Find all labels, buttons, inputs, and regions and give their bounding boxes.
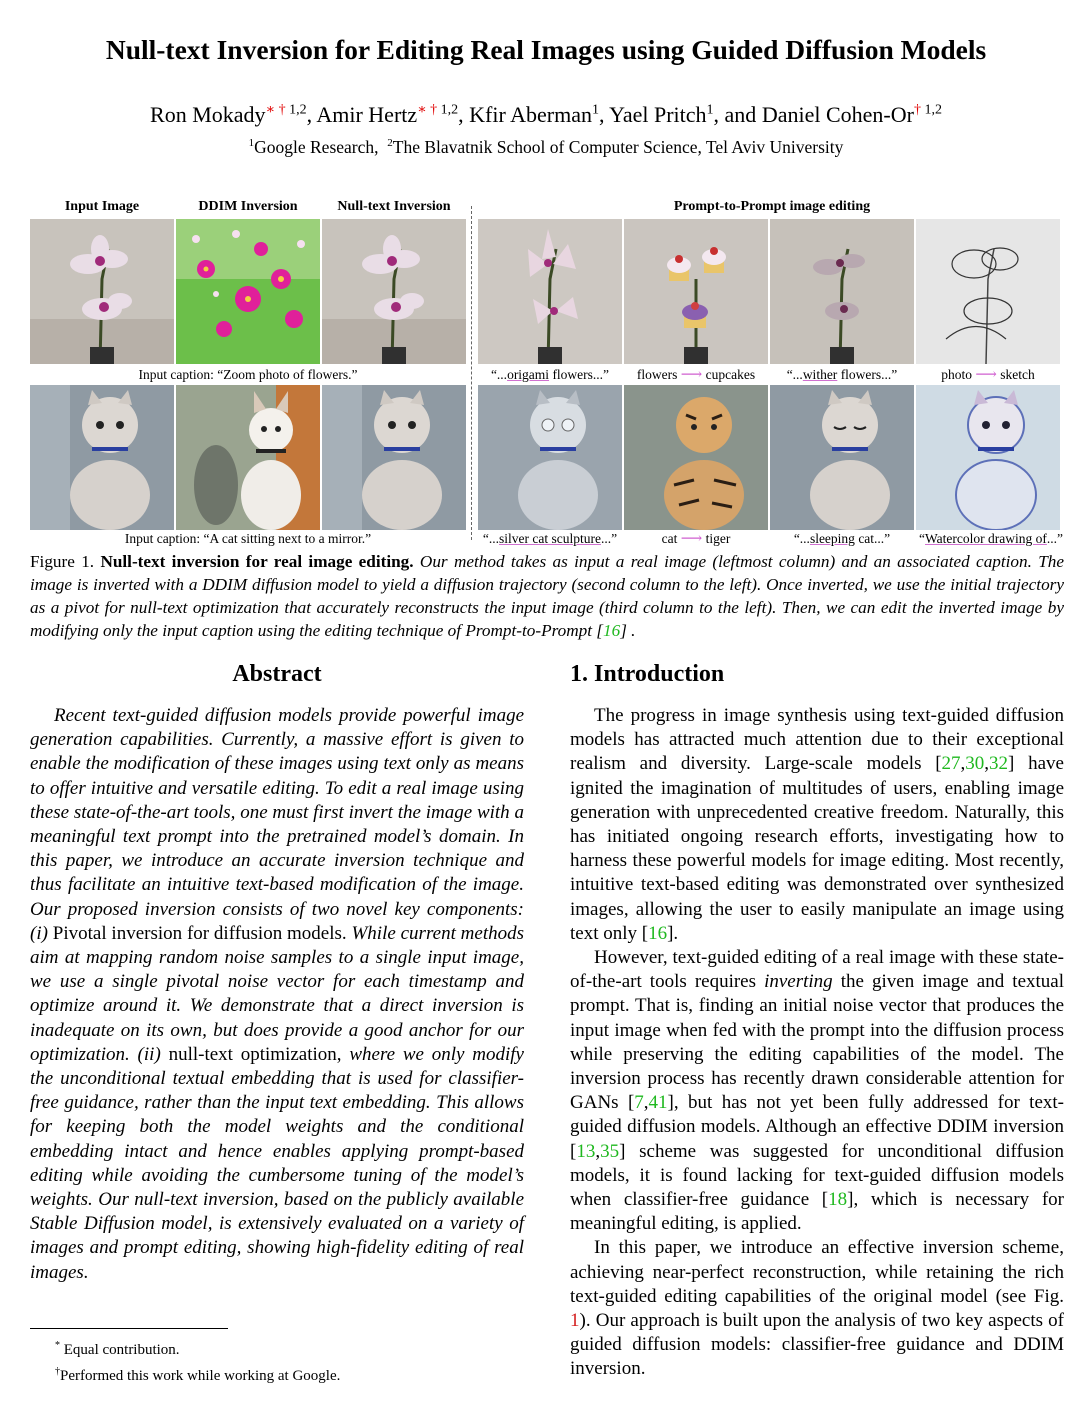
figure-link[interactable]: 1	[570, 1310, 580, 1332]
figure-caption: Figure 1. Null-text inversion for real image editing. Our method takes as input a real image (leftmost column) and an associated caption. The image is inverted with a DDIM diffusion model to yield a diffusion trajectory (second column to the left). Once inverted, we use the initial trajectory as a pivot for null-text optimization that accurately reconstructs the input image (third column to the left). Then, we can edit the inverted image by modifying only the input caption using the editing technique of Prompt-to-Prompt [16] .	[30, 552, 1065, 640]
author-5: Daniel Cohen-Or† $^{1,2}$	[761, 102, 942, 128]
citation-link[interactable]: 13	[576, 1140, 596, 1162]
citation-link[interactable]: 18	[828, 1189, 848, 1211]
abstract-heading: Abstract	[232, 661, 322, 687]
row1-input-caption: Input caption: “Zoom photo of flowers.”	[138, 367, 358, 382]
edit-tiger-caption: cat ⟶ tiger	[661, 531, 731, 547]
figure-1	[30, 196, 1066, 547]
intro-paragraph-2: However, text-guided editing of a real image with these state-of-the-art tools requires inverting the given image and textual prompt. That is, finding an initial noise vector that produces the input image when fed with the prompt into the diffusion process while preserving the editing capabilities of the model. The inversion process has recently drawn considerable attention for GANs [7,41], but has not yet been fully addressed for text-guided diffusion models. Although an effective DDIM inversion [13,35] scheme was suggested for unconditional diffusion models, it is found lacking for text-guided diffusion models when classifier-free guidance [18], which is necessary for meaningful editing, is applied.	[570, 947, 1065, 1235]
citation-link[interactable]: 32	[989, 753, 1009, 775]
watercolor-cat-image	[916, 385, 1060, 530]
arrow-right-icon: ⟶	[680, 531, 703, 547]
origami-flowers-image	[478, 219, 622, 364]
author-2: Amir Hertz∗ † $^{1,2}$,	[316, 102, 470, 128]
edit-cupcakes-caption: flowers ⟶ cupcakes	[636, 367, 756, 383]
citation-link[interactable]: 16	[603, 621, 621, 640]
cat-ddim-image	[176, 385, 320, 530]
citation-link[interactable]: 30	[965, 753, 985, 775]
introduction-section	[570, 658, 1064, 1382]
sleeping-cat-image	[770, 385, 914, 530]
footnote-google: †Performed this work while working at Google.	[55, 1366, 341, 1384]
arrow-right-icon: ⟶	[975, 367, 997, 383]
edit-silver-caption: “...silver cat sculpture...”	[482, 531, 618, 546]
tiger-image	[624, 385, 768, 530]
citation-link[interactable]: 35	[600, 1140, 620, 1162]
footnotes	[30, 1328, 524, 1387]
edit-sleeping-caption: “...sleeping cat...”	[793, 531, 891, 546]
cat-input-image	[30, 385, 174, 530]
header-ddim-inversion: DDIM Inversion	[198, 199, 298, 214]
affiliations: $^1$Google Research, $^2$The Blavatnik School of Computer Science, Tel Aviv University	[248, 136, 844, 157]
figure-divider	[471, 206, 472, 540]
intro-paragraph-1: The progress in image synthesis using text-guided diffusion models has attracted much attention due to their exceptional realism and diversity. Large-scale models [27,30,32] have ignited the imagination of multitudes of users, enabling image generation with unprecedented creative freedom. Naturally, this has initiated ongoing research efforts, investigating how to harness these powerful models for image editing. Most recently, intuitive text-based editing was demonstrated over synthesized images, allowing the user to easily manipulate an image using text only [16].	[570, 705, 1064, 944]
edit-sketch-caption: photo ⟶ sketch	[941, 367, 1035, 383]
sketch-flowers-image	[916, 219, 1060, 364]
footnote-rule	[30, 1328, 228, 1329]
introduction-heading: 1. Introduction	[570, 661, 725, 687]
author-4: Yael Pritch$^1$, and	[609, 102, 762, 128]
cupcakes-image	[624, 219, 768, 364]
flowers-ddim-image	[176, 219, 320, 364]
wither-flowers-image	[770, 219, 914, 364]
footnote-equal-contribution: * Equal contribution.	[55, 1340, 180, 1358]
header-input-image: Input Image	[64, 199, 140, 214]
silver-cat-image	[478, 385, 622, 530]
abstract-text: Recent text-guided diffusion models provide powerful image generation capabilities. Currently, a massive effort is given to enable the modification of these images using text only as means to offer intuitive and versatile editing. To edit a real image using these state-of-the-art tools, one must first invert the image with a meaningful text prompt into the pretrained model’s domain. In this paper, we introduce an accurate inversion technique and thus facilitate an intuitive text-based modification of the image. Our proposed inversion consists of two novel key components: (i) Pivotal inversion for diffusion models. While current methods aim at mapping random noise samples to a single input image, we use a single pivotal noise vector for each timestamp and optimize around it. We demonstrate that a direct inversion is inadequate on its own, but does provide a good anchor for our optimization. (ii) null-text optimization, where we only modify the unconditional textual embedding that is used for classifier-free guidance, rather than the input text embedding. This allows for keeping both the model weights and the conditional embedding intact and hence enables applying prompt-based editing while avoiding the cumbersome tuning of the model’s weights. Our null-text inversion, based on the publicly available Stable Diffusion model, is extensively evaluated on a variety of images and prompt editing, showing high-fidelity editing of real images.	[30, 705, 524, 1283]
intro-paragraph-3: In this paper, we introduce an effective inversion scheme, achieving near-perfect reconstruction, while retaining the rich text-guided editing capabilities of the original model (see Fig. 1). Our approach is built upon the analysis of two key aspects of guided diffusion models: classifier-free guidance and DDIM inversion.	[570, 1237, 1064, 1380]
author-list	[0, 96, 1092, 130]
row2-input-caption: Input caption: “A cat sitting next to a mirror.”	[124, 531, 372, 546]
citation-link[interactable]: 41	[648, 1092, 668, 1114]
edit-watercolor-caption: “Watercolor drawing of...”	[919, 531, 1063, 546]
paper-title: Null-text Inversion for Editing Real Images using Guided Diffusion Models	[105, 34, 987, 65]
header-null-text-inversion: Null-text Inversion	[337, 199, 451, 214]
author-3: Kfir Aberman$^1$,	[469, 102, 610, 128]
orchid-input-image	[30, 219, 174, 364]
edit-wither-caption: “...wither flowers...”	[786, 367, 898, 382]
orchid-nulltext-image	[322, 219, 466, 364]
arrow-right-icon: ⟶	[680, 367, 703, 383]
citation-link[interactable]: 7	[634, 1092, 644, 1114]
abstract-section	[30, 658, 524, 1285]
cat-nulltext-image	[322, 385, 466, 530]
author-1: Ron Mokady∗ † $^{1,2}$,	[150, 102, 317, 128]
citation-link[interactable]: 27	[941, 753, 961, 775]
edit-origami-caption: “...origami flowers...”	[490, 367, 610, 382]
header-prompt-to-prompt: Prompt-to-Prompt image editing	[673, 199, 871, 214]
citation-link[interactable]: 16	[648, 922, 668, 944]
